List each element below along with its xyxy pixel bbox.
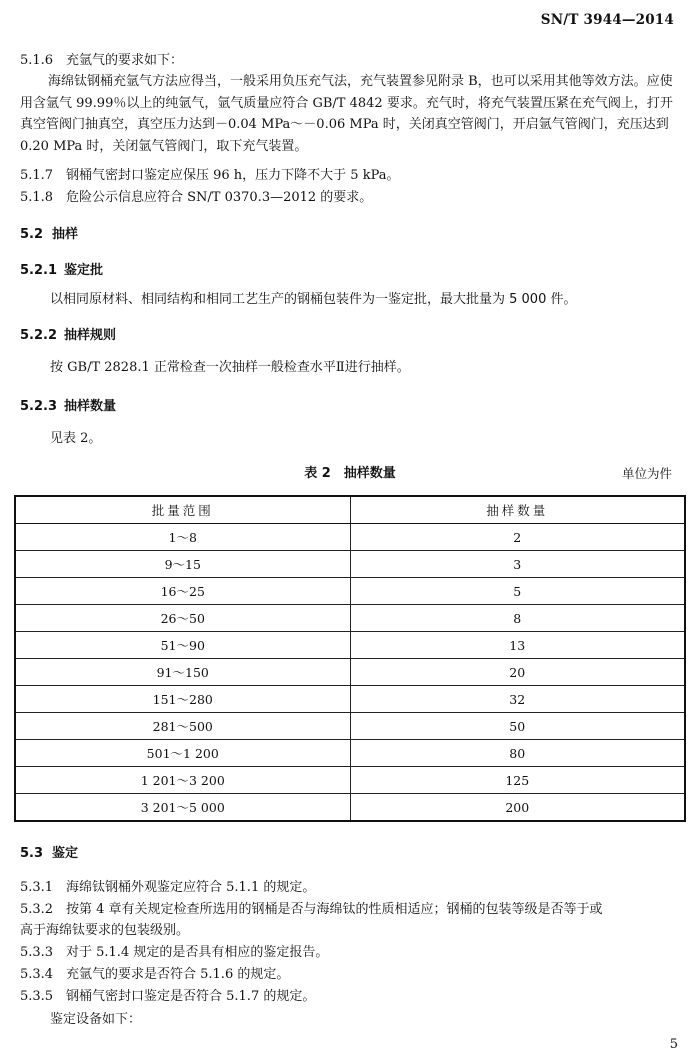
sample-size-cell: 5	[350, 578, 685, 605]
clause-5-1-7	[20, 167, 682, 185]
batch-range-cell: 9～15	[15, 551, 350, 578]
table-header-row	[15, 496, 685, 524]
table-row	[15, 686, 685, 713]
table-caption: 表 2 抽样数量	[304, 466, 396, 481]
sample-size-cell: 80	[350, 740, 685, 767]
table-row	[15, 524, 685, 551]
table-row	[15, 605, 685, 632]
table-row	[15, 740, 685, 767]
clause-text: 海绵钛钢桶外观鉴定应符合 5.1.1 的规定。	[66, 880, 316, 895]
table-row	[15, 767, 685, 794]
section-number: 5.2.2	[20, 328, 58, 343]
section-5-2-3-text: 见表 2。	[50, 431, 102, 446]
clause-text: 危险公示信息应符合 SN/T 0370.3—2012 的要求。	[66, 190, 373, 205]
clause-text: 钢桶气密封口鉴定应保压 96 h，压力下降不大于 5 kPa。	[66, 168, 400, 183]
batch-range-cell: 26～50	[15, 605, 350, 632]
clause-5-3-1	[20, 879, 682, 897]
document-code: SN/T 3944—2014	[540, 12, 674, 28]
sample-size-cell: 2	[350, 524, 685, 551]
batch-range-cell: 91～150	[15, 659, 350, 686]
clause-text: 钢桶气密封口鉴定是否符合 5.1.7 的规定。	[66, 989, 316, 1004]
clause-5-3-5	[20, 988, 682, 1006]
clause-number: 5.3.4	[20, 967, 54, 982]
clause-5-3-2	[20, 901, 682, 919]
section-title: 鉴定	[52, 846, 79, 861]
clause-text: 充氩气的要求是否符合 5.1.6 的规定。	[66, 967, 290, 982]
section-number: 5.2	[20, 227, 44, 242]
table-row	[15, 794, 685, 822]
clause-5-3-2-continued: 高于海绵钛要求的包装级别。	[20, 923, 190, 938]
equipment-intro: 鉴定设备如下：	[50, 1012, 142, 1027]
sample-size-cell: 13	[350, 632, 685, 659]
section-title: 抽样规则	[64, 328, 117, 343]
clause-number: 5.3.5	[20, 989, 54, 1004]
table-row	[15, 713, 685, 740]
clause-number: 5.1.7	[20, 168, 54, 183]
column-header-batch-range: 批量范围	[15, 496, 350, 524]
table-unit: 单位为件	[621, 466, 672, 481]
section-number: 5.2.3	[20, 399, 58, 414]
section-title: 抽样数量	[64, 399, 117, 414]
sample-size-cell: 3	[350, 551, 685, 578]
sample-size-cell: 125	[350, 767, 685, 794]
table-row	[15, 578, 685, 605]
batch-range-cell: 3 201～5 000	[15, 794, 350, 822]
column-header-sample-size: 抽样数量	[350, 496, 685, 524]
section-5-2-2	[20, 327, 682, 345]
clause-5-3-3	[20, 944, 682, 962]
clause-number: 5.3.3	[20, 945, 54, 960]
section-number: 5.3	[20, 846, 44, 861]
batch-range-cell: 16～25	[15, 578, 350, 605]
section-5-2-2-text: 按 GB/T 2828.1 正常检查一次抽样一般检查水平Ⅱ进行抽样。	[50, 360, 410, 375]
sample-size-cell: 200	[350, 794, 685, 822]
sample-size-cell: 8	[350, 605, 685, 632]
table-row	[15, 551, 685, 578]
table-row	[15, 632, 685, 659]
clause-5-3-4	[20, 966, 682, 984]
batch-range-cell: 1～8	[15, 524, 350, 551]
batch-range-cell: 281～500	[15, 713, 350, 740]
clause-number: 5.1.6	[20, 53, 54, 68]
clause-text-line1: 按第 4 章有关规定检查所选用的钢桶是否与海绵钛的性质相适应；钢桶的包装等级是否等于或	[66, 902, 603, 917]
section-5-3	[20, 845, 682, 863]
clause-5-1-6	[20, 52, 682, 70]
clause-5-1-6-paragraph: 海绵钛钢桶充氩气方法应得当，一般采用负压充气法，充气装置参见附录 B，也可以采用其他等效方法。应使用含氩气 99.99％以上的纯氩气，氩气质量应符合 GB/T 4842 要求。充气时，将充气装置压紧在充气阀上，打开真空管阀门抽真空，真空压力达到－0.04 MPa～－0.06 MPa 时，关闭真空管阀门，开启氩气管阀门，充压达到 0.20 MPa 时，关闭氩气管阀门，取下充气装置。	[20, 74, 673, 154]
section-title: 鉴定批	[64, 263, 104, 278]
table-row	[15, 659, 685, 686]
section-title: 抽样	[52, 227, 79, 242]
clause-number: 5.3.1	[20, 880, 54, 895]
clause-5-1-8	[20, 189, 682, 207]
section-5-2-3	[20, 398, 682, 416]
clause-number: 5.1.8	[20, 190, 54, 205]
sample-size-cell: 50	[350, 713, 685, 740]
section-5-2-1	[20, 262, 682, 280]
section-5-2	[20, 226, 682, 244]
clause-title: 充氩气的要求如下：	[66, 53, 184, 68]
sampling-table	[14, 495, 686, 822]
page-number: 5	[669, 1037, 678, 1052]
batch-range-cell: 151～280	[15, 686, 350, 713]
clause-text: 对于 5.1.4 规定的是否具有相应的鉴定报告。	[66, 945, 329, 960]
clause-number: 5.3.2	[20, 902, 54, 917]
batch-range-cell: 1 201～3 200	[15, 767, 350, 794]
batch-range-cell: 51～90	[15, 632, 350, 659]
section-number: 5.2.1	[20, 263, 58, 278]
sample-size-cell: 32	[350, 686, 685, 713]
section-5-2-1-text: 以相同原材料、相同结构和相同工艺生产的钢桶包装件为一鉴定批，最大批量为 5 000 件。	[50, 292, 577, 307]
batch-range-cell: 501～1 200	[15, 740, 350, 767]
sample-size-cell: 20	[350, 659, 685, 686]
